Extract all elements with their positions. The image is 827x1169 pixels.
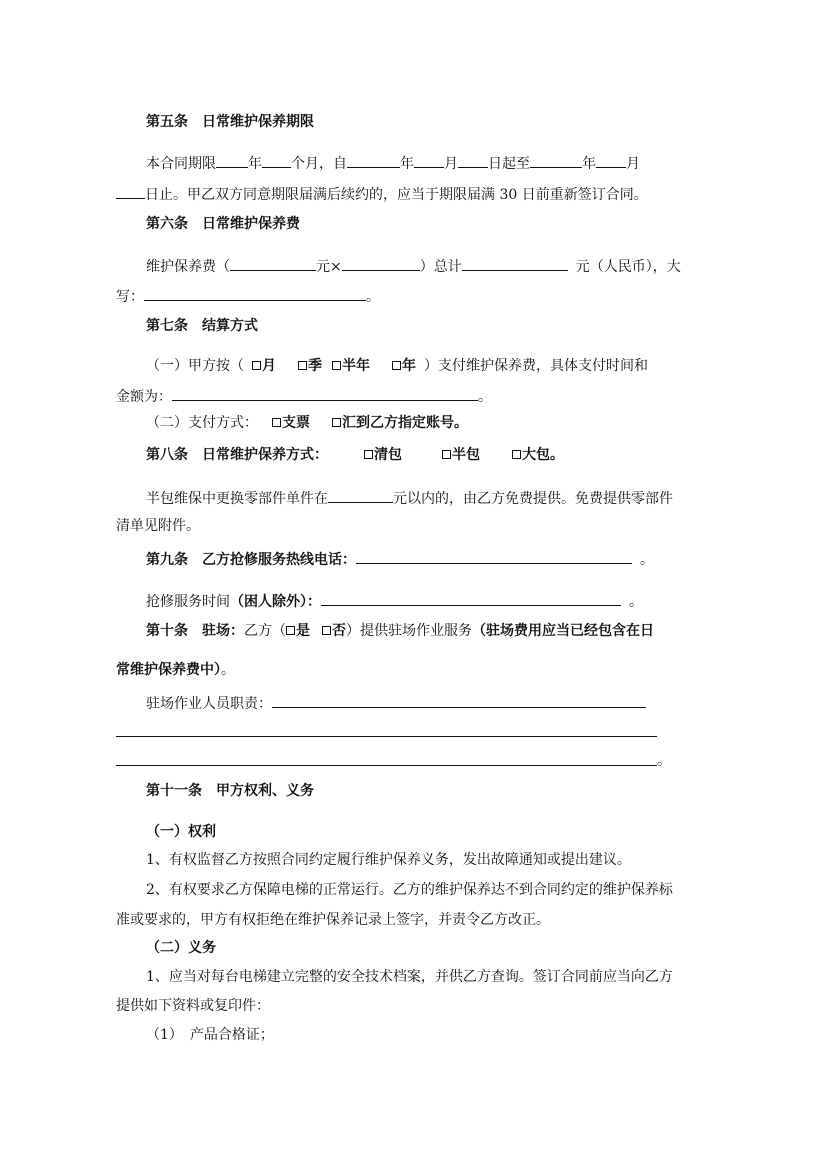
article-9-service-time-line: 抢修服务时间（困人除外）： 。 — [146, 591, 643, 611]
onsite-duty-blank-1[interactable] — [272, 693, 646, 708]
rights-item-2-line-1: 2、有权要求乙方保障电梯的正常运行。乙方的维护保养达不到合同约定的维护保养标 — [146, 882, 673, 898]
article-5-heading: 第五条 日常维护保养期限 — [146, 114, 314, 130]
article-8-para-1: 半包维保中更换零部件单件在 元以内的，由乙方免费提供。免费提供零部件 — [146, 488, 673, 508]
checkbox-transfer[interactable] — [332, 418, 341, 427]
checkbox-month[interactable] — [252, 361, 261, 370]
checkbox-onsite-yes[interactable] — [286, 626, 295, 635]
checkbox-big-package[interactable] — [512, 450, 521, 459]
checkbox-cheque[interactable] — [272, 418, 281, 427]
article-5-line-2: 日止。甲乙双方同意期限届满后续约的，应当于期限届满 30 日前重新签订合同。 — [116, 184, 648, 204]
article-9-hotline-line: 第九条 乙方抢修服务热线电话： 。 — [146, 549, 654, 569]
end-year-blank[interactable] — [530, 153, 582, 168]
end-day-blank[interactable] — [116, 184, 145, 199]
duties-heading: （二）义务 — [146, 940, 216, 956]
checkbox-season[interactable] — [298, 361, 307, 370]
article-11-heading: 第十一条 甲方权利、义务 — [146, 783, 314, 799]
article-6-line-1: 维护保养费（ 元× ）总计 元（人民币），大 — [146, 256, 681, 276]
duties-item-1-line-2: 提供如下资料或复印件： — [116, 998, 270, 1014]
article-6-heading: 第六条 日常维护保养费 — [146, 216, 300, 232]
hotline-blank[interactable] — [356, 549, 632, 564]
article-7-para-2: （二）支付方式： 支票 汇到乙方指定账号。 — [146, 415, 468, 431]
checkbox-half-year[interactable] — [332, 361, 341, 370]
payment-amount-blank[interactable] — [172, 386, 478, 401]
rights-item-2-line-2: 准或要求的，甲方有权拒绝在维护保养记录上签字，并责令乙方改正。 — [116, 912, 550, 928]
rights-item-1: 1、有权监督乙方按照合同约定履行维护保养义务，发出故障通知或提出建议。 — [146, 852, 631, 868]
years-blank[interactable] — [216, 153, 248, 168]
checkbox-half-package[interactable] — [442, 450, 451, 459]
onsite-duty-end-mark: 。 — [657, 753, 671, 769]
fee-words-blank[interactable] — [144, 286, 366, 301]
article-7-heading: 第七条 结算方式 — [146, 318, 258, 334]
article-6-line-2: 写： 。 — [116, 286, 380, 306]
start-year-blank[interactable] — [347, 153, 400, 168]
rights-heading: （一）权利 — [146, 824, 216, 840]
duties-item-1-line-1: 1、应当对每台电梯建立完整的安全技术档案，并供乙方查询。签订合同前应当向乙方 — [146, 969, 673, 985]
article-10-duty-line: 驻场作业人员职责： — [146, 693, 646, 713]
article-7-para-1-cont: 金额为： 。 — [116, 386, 492, 406]
article-8-heading-line: 第八条 日常维护保养方式： 清包 半包 大包。 — [146, 447, 564, 463]
months-blank[interactable] — [262, 153, 291, 168]
article-8-para-2: 清单见附件。 — [116, 518, 200, 534]
checkbox-onsite-no[interactable] — [322, 626, 331, 635]
article-10-line-1: 第十条 驻场：乙方（ 是 否）提供驻场作业服务（驻场费用应当已经包含在日 — [146, 623, 654, 639]
end-month-blank[interactable] — [596, 153, 626, 168]
onsite-duty-blank-2[interactable] — [116, 736, 657, 737]
service-time-blank[interactable] — [321, 591, 621, 606]
onsite-duty-blank-3[interactable] — [116, 765, 657, 766]
fee-qty-blank[interactable] — [342, 256, 420, 271]
checkbox-full-package[interactable] — [364, 450, 373, 459]
duties-item-1-sub-1: （1） 产品合格证； — [146, 1027, 274, 1043]
article-7-para-1: （一）甲方按（ 月 季 半年 年 ）支付维护保养费，具体支付时间和 — [146, 358, 648, 374]
checkbox-year[interactable] — [392, 361, 401, 370]
article-10-line-2: 常维护保养费中）。 — [116, 662, 235, 678]
fee-unit-blank[interactable] — [230, 256, 316, 271]
fee-total-blank[interactable] — [462, 256, 568, 271]
part-price-blank[interactable] — [328, 488, 393, 503]
start-month-blank[interactable] — [414, 153, 444, 168]
start-day-blank[interactable] — [458, 153, 488, 168]
article-5-line-1: 本合同期限 年 个月，自 年 月 日起至 年 月 — [146, 153, 640, 173]
